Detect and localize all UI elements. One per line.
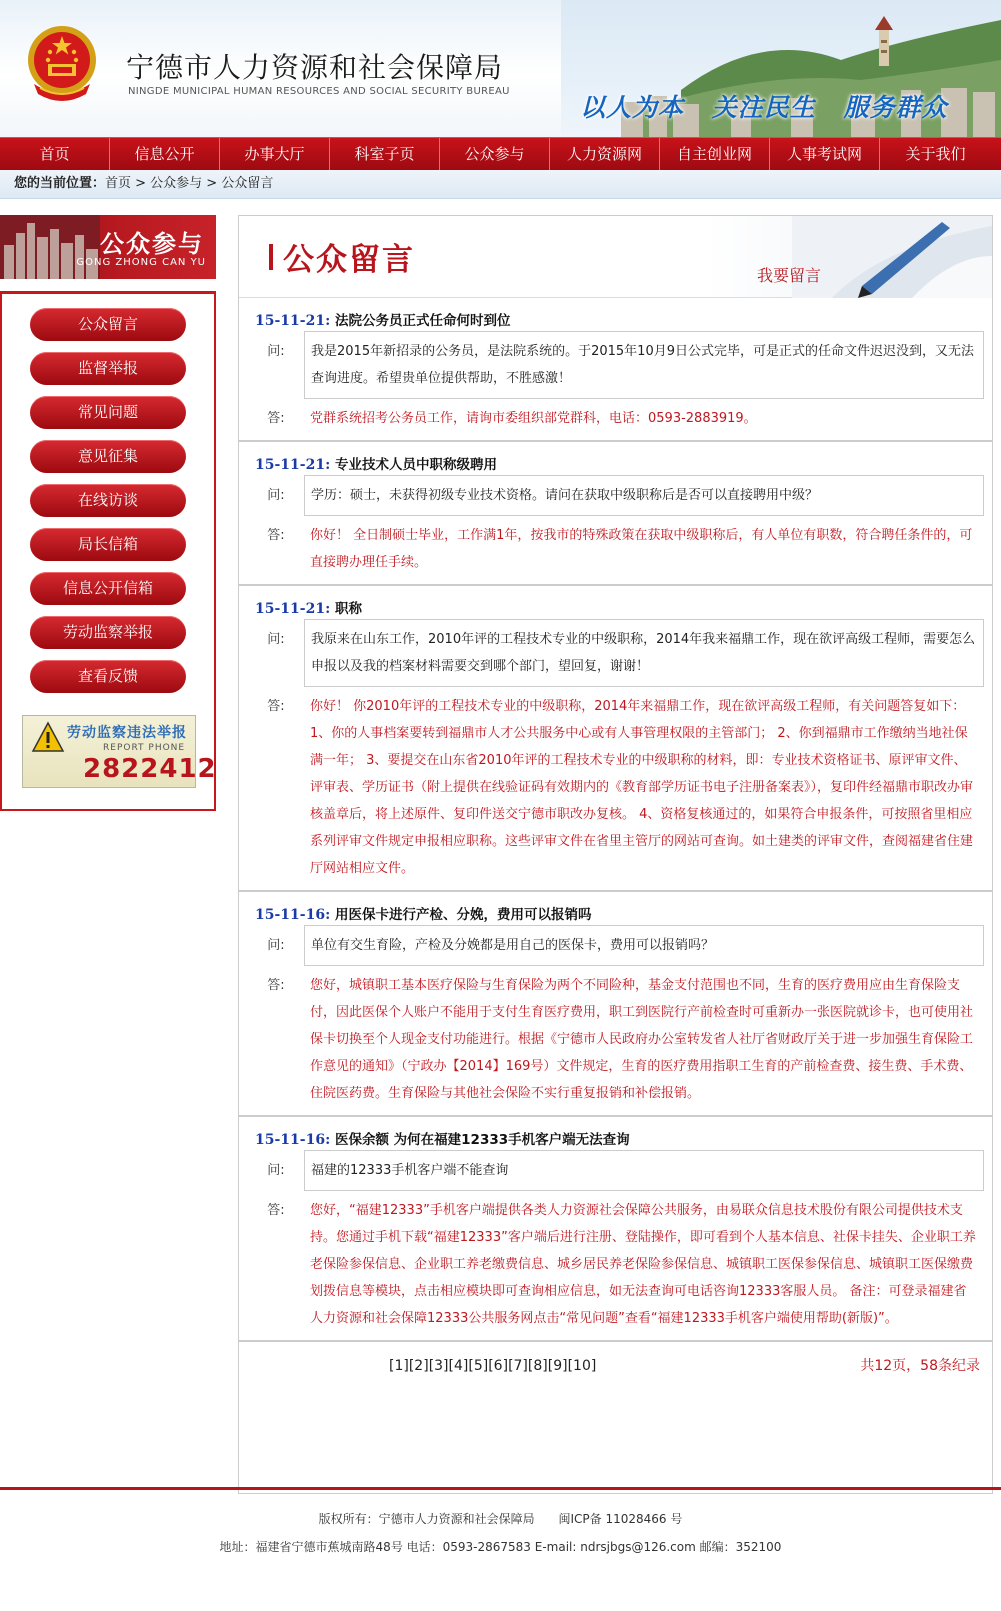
slogan-2: 关注民生 xyxy=(711,93,816,122)
message-title[interactable] xyxy=(248,442,984,475)
pagination xyxy=(239,1342,992,1392)
answer-label: 答: xyxy=(267,699,285,714)
answer-label: 答: xyxy=(267,978,285,993)
answer-text: 您好，“福建12333”手机客户端提供各类人力资源社会保障公共服务，由易联众信息技术股份有限公司提供技术支持。您通过手机下载“福建12333”客户端后进行注册、登陆操作，即可看到个人基本信息、社保卡挂失、企业职工养老保险参保信息、企业职工养老缴费信息、城乡居民养老保险参保信息、城镇职工医保参保信息、城镇职工医保缴费划拨信息等模块，点击相应模块即可查询相应信息，如无法查询可电话咨询12333客服人员。 备注：可登录福建省人力资源和社会保障12333公共服务网点击“常见问题”查看“福建12333手机客户端使用帮助(新版)”。 xyxy=(310,1203,976,1326)
page-link-6[interactable]: [6] xyxy=(488,1358,509,1374)
report-title: 劳动监察违法举报 xyxy=(67,725,187,741)
question-text: 我是2015年新招录的公务员，是法院系统的。于2015年10月9日公式完毕，可是正式的任命文件迟迟没到，又无法查询进度。希望贵单位提供帮助，不胜感激！ xyxy=(304,331,984,399)
message-date: 15-11-16: xyxy=(255,907,331,923)
message-entry xyxy=(239,892,992,1117)
message-date: 15-11-16: xyxy=(255,1132,331,1148)
answer-label: 答: xyxy=(267,411,285,426)
content-wrap xyxy=(0,199,1001,1529)
question-row xyxy=(248,1150,984,1191)
sidebar-item-director-mailbox[interactable]: 局长信箱 xyxy=(30,528,186,561)
message-subject: 医保余额 为何在福建12333手机客户端无法查询 xyxy=(334,1132,630,1148)
slogan-3: 服务群众 xyxy=(843,93,948,122)
page-link-2[interactable]: [2] xyxy=(408,1358,429,1374)
question-label: 问: xyxy=(267,344,285,359)
site-title: 宁德市人力资源和社会保障局 xyxy=(126,51,504,84)
footer-copyright: 版权所有：宁德市人力资源和社会保障局 xyxy=(318,1512,535,1526)
nav-service-hall[interactable]: 办事大厅 xyxy=(220,138,330,170)
question-row xyxy=(248,619,984,687)
slogan-1: 以人为本 xyxy=(580,93,685,122)
answer-label: 答: xyxy=(267,528,285,543)
question-text: 我原来在山东工作，2010年评的工程技术专业的中级职称，2014年我来福鼎工作，现在欲评高级工程师，需要怎么申报以及我的档案材料需要交到哪个部门，望回复，谢谢！ xyxy=(304,619,984,687)
question-row xyxy=(248,475,984,516)
answer-row xyxy=(248,516,984,584)
breadcrumb xyxy=(0,170,1001,199)
message-title[interactable] xyxy=(248,298,984,331)
site-footer xyxy=(0,1487,1001,1611)
site-header xyxy=(0,0,1001,137)
page-link-8[interactable]: [8] xyxy=(527,1358,548,1374)
nav-about[interactable]: 关于我们 xyxy=(905,145,966,163)
sidebar-title: 公众参与 xyxy=(100,229,204,258)
message-entry xyxy=(239,298,992,442)
sidebar-banner xyxy=(0,215,216,279)
message-date: 15-11-21: xyxy=(255,457,331,473)
nav-department[interactable]: 科室子页 xyxy=(330,138,440,170)
message-subject: 用医保卡进行产检、分娩，费用可以报销吗 xyxy=(334,907,592,923)
page-link-7[interactable]: [7] xyxy=(508,1358,528,1374)
sidebar-subtitle: GONG ZHONG CAN YU xyxy=(76,257,206,268)
question-label: 问: xyxy=(267,632,285,647)
sidebar-item-info-mailbox[interactable]: 信息公开信箱 xyxy=(30,572,186,605)
question-label: 问: xyxy=(267,1163,285,1178)
report-number: 2822412 xyxy=(83,754,217,784)
message-date: 15-11-21: xyxy=(255,601,331,617)
answer-label: 答: xyxy=(267,1203,285,1218)
page-link-1[interactable]: [1] xyxy=(389,1358,409,1374)
answer-text: 党群系统招考公务员工作，请询市委组织部党群科，电话：0593-2883919。 xyxy=(310,411,757,426)
page-link-5[interactable]: [5] xyxy=(468,1358,489,1374)
sidebar-item-feedback[interactable]: 查看反馈 xyxy=(30,660,186,693)
footer-icp[interactable]: 闽ICP备 11028466 号 xyxy=(558,1512,683,1526)
question-text: 福建的12333手机客户端不能查询 xyxy=(304,1150,984,1191)
answer-row xyxy=(248,399,984,440)
warning-icon xyxy=(31,721,65,755)
message-date: 15-11-21: xyxy=(255,313,331,329)
footer-copyright-line xyxy=(0,1510,1001,1527)
message-entry xyxy=(239,586,992,892)
question-label: 问: xyxy=(267,488,285,503)
sidebar-item-interview[interactable]: 在线访谈 xyxy=(30,484,186,517)
nav-public-participation[interactable]: 公众参与 xyxy=(440,138,550,170)
main-panel xyxy=(238,215,993,1494)
page-link-3[interactable]: [3] xyxy=(428,1358,449,1374)
skyline-icon xyxy=(0,215,100,279)
question-text: 学历：硕士，未获得初级专业技术资格。请问在获取中级职称后是否可以直接聘用中级？ xyxy=(304,475,984,516)
answer-row xyxy=(248,687,984,890)
answer-row xyxy=(248,1191,984,1340)
message-title[interactable] xyxy=(248,586,984,619)
report-phone-banner[interactable] xyxy=(22,715,217,788)
sidebar xyxy=(0,215,216,811)
national-emblem-icon xyxy=(26,22,98,110)
nav-info-public[interactable]: 信息公开 xyxy=(110,138,220,170)
question-text: 单位有交生育险，产检及分娩都是用自己的医保卡，费用可以报销吗？ xyxy=(304,925,984,966)
message-entry xyxy=(239,1117,992,1342)
answer-text: 你好！ 全日制硕士毕业，工作满1年，按我市的特殊政策在获取中级职称后，有人单位有职数，符合聘任条件的，可直接聘办理任手续。 xyxy=(310,528,973,570)
page-links xyxy=(389,1342,596,1390)
pen-paper-icon xyxy=(792,216,992,298)
sidebar-item-labor-report[interactable]: 劳动监察举报 xyxy=(30,616,186,649)
sidebar-menu xyxy=(0,291,216,811)
sidebar-item-public-message[interactable]: 公众留言 xyxy=(30,308,186,341)
report-subtitle: REPORT PHONE xyxy=(103,743,186,753)
site-subtitle: NINGDE MUNICIPAL HUMAN RESOURCES AND SOCIAL SECURITY BUREAU xyxy=(128,86,510,97)
footer-address: 地址：福建省宁德市蕉城南路48号 电话：0593-2867583 E-mail: ndrsjbgs@126.com 邮编：352100 xyxy=(219,1540,782,1554)
leave-message-link[interactable]: 我要留言 xyxy=(757,266,822,285)
nav-entrepreneurship[interactable]: 自主创业网 xyxy=(660,138,770,170)
page-link-10[interactable]: [10] xyxy=(567,1358,597,1374)
message-title[interactable] xyxy=(248,1117,984,1150)
message-subject: 法院公务员正式任命何时到位 xyxy=(334,313,511,329)
nav-hr-network[interactable]: 人力资源网 xyxy=(550,138,660,170)
slogan xyxy=(580,88,965,124)
question-row xyxy=(248,925,984,966)
answer-text: 你好！ 你2010年评的工程技术专业的中级职称，2014年来福鼎工作，现在欲评高级工程师，有关问题答复如下： 1、你的人事档案要转到福鼎市人才公共服务中心或有人事管理权限的主管部门； 2、你到福鼎市工作缴纳当地社保满一年； 3、要提交在山东省2010年评的工程技术专业的中级职称的材料，即：专业技术资格证书、原评审文件、评审表、学历证书（附上提供在线验证码有效期内的《教育部学历证书电子注册备案表》），复印件经福鼎市职改办审核盖章后，将上述原件、复印件送交宁德市职改办复核。 4、资格复核通过的，如果符合申报条件，可按照省里相应系列评审文件规定申报相应职称。这些评审文件在省里主管厅的网站可查询。如土建类的评审文件，查阅福建省住建厅网站相应文件。 xyxy=(310,699,974,876)
nav-home[interactable]: 首页 xyxy=(0,138,110,170)
message-entry xyxy=(239,442,992,586)
sidebar-item-opinion[interactable]: 意见征集 xyxy=(30,440,186,473)
question-row xyxy=(248,331,984,399)
main-header xyxy=(239,216,992,298)
message-subject: 职称 xyxy=(334,601,362,617)
page-title: 公众留言 xyxy=(283,234,415,279)
page-link-4[interactable]: [4] xyxy=(448,1358,469,1374)
sidebar-item-faq[interactable]: 常见问题 xyxy=(30,396,186,429)
question-label: 问: xyxy=(267,938,285,953)
nav-exam[interactable]: 人事考试网 xyxy=(770,138,880,170)
main-nav xyxy=(0,137,1001,170)
page-total: 共12页，58条纪录 xyxy=(860,1358,980,1374)
breadcrumb-path[interactable]: 首页 > 公众参与 > 公众留言 xyxy=(105,176,274,191)
answer-row xyxy=(248,966,984,1115)
breadcrumb-label: 您的当前位置： xyxy=(14,176,106,191)
sidebar-item-supervision-report[interactable]: 监督举报 xyxy=(30,352,186,385)
page-link-9[interactable]: [9] xyxy=(547,1358,568,1374)
message-title[interactable] xyxy=(248,892,984,925)
answer-text: 您好，城镇职工基本医疗保险与生育保险为两个不同险种，基金支付范围也不同，生育的医疗费用应由生育保险支付，因此医保个人账户不能用于支付生育医疗费用，职工到医院行产前检查时可重新办一张医院就诊卡，也可使用社保卡切换至个人现金支付功能进行。根据《宁德市人民政府办公室转发省人社厅省财政厅关于进一步加强生育保险工作意见的通知》（宁政办【2014】169号）文件规定，生育的医疗费用指职工生育的产前检查费、接生费、手术费、住院医药费。生育保险与其他社会保险不实行重复报销和补偿报销。 xyxy=(310,978,974,1101)
message-subject: 专业技术人员中职称级聘用 xyxy=(334,457,497,473)
